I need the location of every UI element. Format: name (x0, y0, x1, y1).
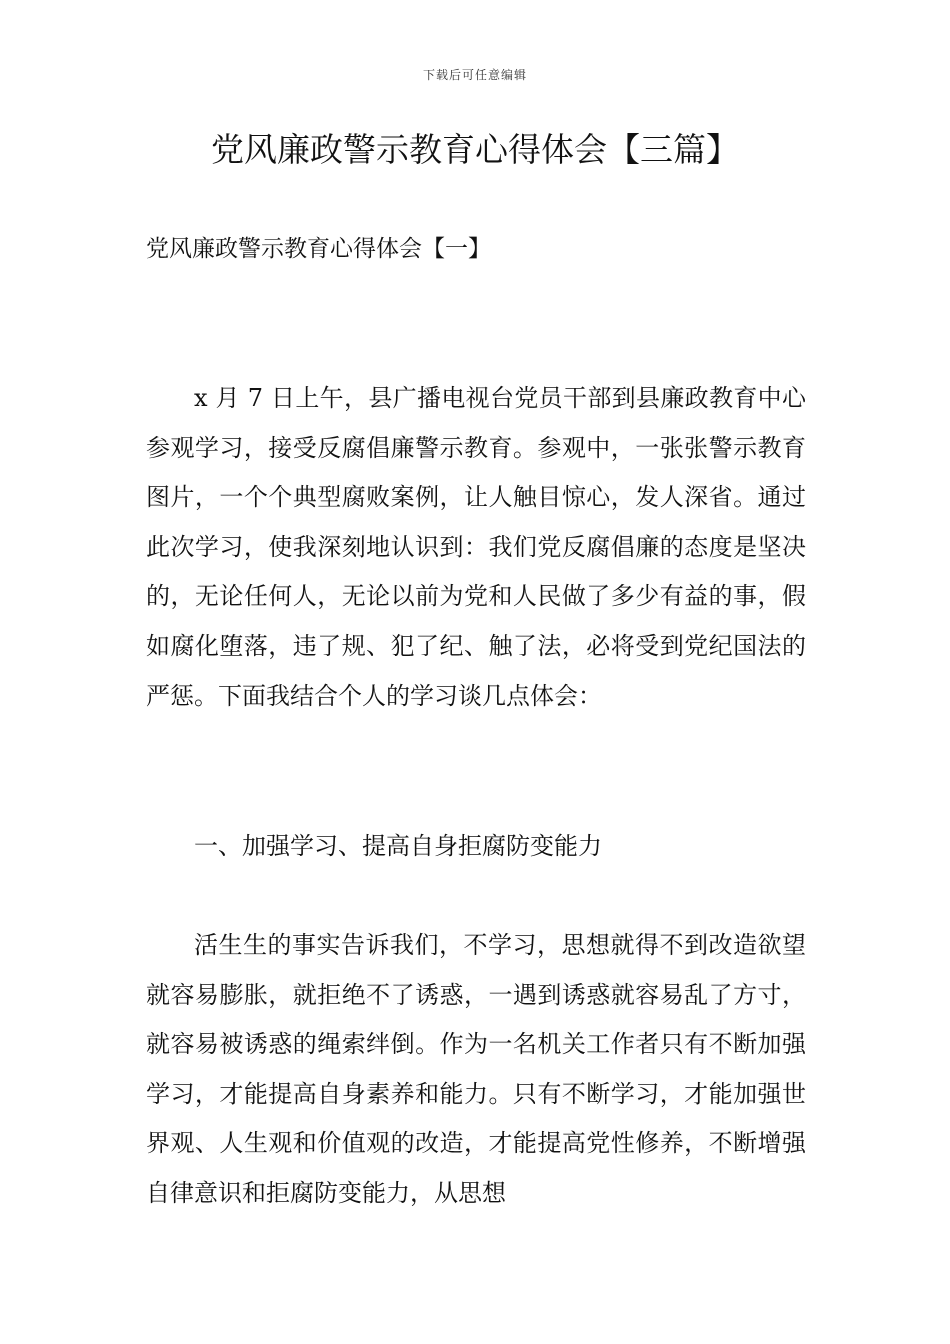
body-paragraph: 活生生的事实告诉我们，不学习，思想就得不到改造欲望就容易膨胀，就拒绝不了诱惑，一遇到诱惑就容易乱了方寸，就容易被诱惑的绳索绊倒。作为一名机关工作者只有不断加强学习，才能提高自身素养和能力。只有不断学习，才能加强世界观、人生观和价值观的改造，才能提高党性修养，不断增强自律意识和拒腐防变能力，从思想 (146, 931, 806, 1207)
body-paragraph: x 月 7 日上午，县广播电视台党员干部到县廉政教育中心参观学习，接受反腐倡廉警示教育。参观中，一张张警示教育图片，一个个典型腐败案例，让人触目惊心，发人深省。通过此次学习，使我深刻地认识到：我们党反腐倡廉的态度是坚决的，无论任何人，无论以前为党和人民做了多少有益的事，假如腐化堕落，违了规、犯了纪、触了法，必将受到党纪国法的严惩。下面我结合个人的学习谈几点体会： (146, 384, 806, 710)
subheading: 一、加强学习、提高自身拒腐防变能力 (194, 832, 602, 860)
header-note: 下载后可任意编辑 (422, 68, 527, 82)
document-title: 党风廉政警示教育心得体会【三篇】 (211, 130, 739, 169)
section-title: 党风廉政警示教育心得体会【一】 (146, 236, 491, 262)
